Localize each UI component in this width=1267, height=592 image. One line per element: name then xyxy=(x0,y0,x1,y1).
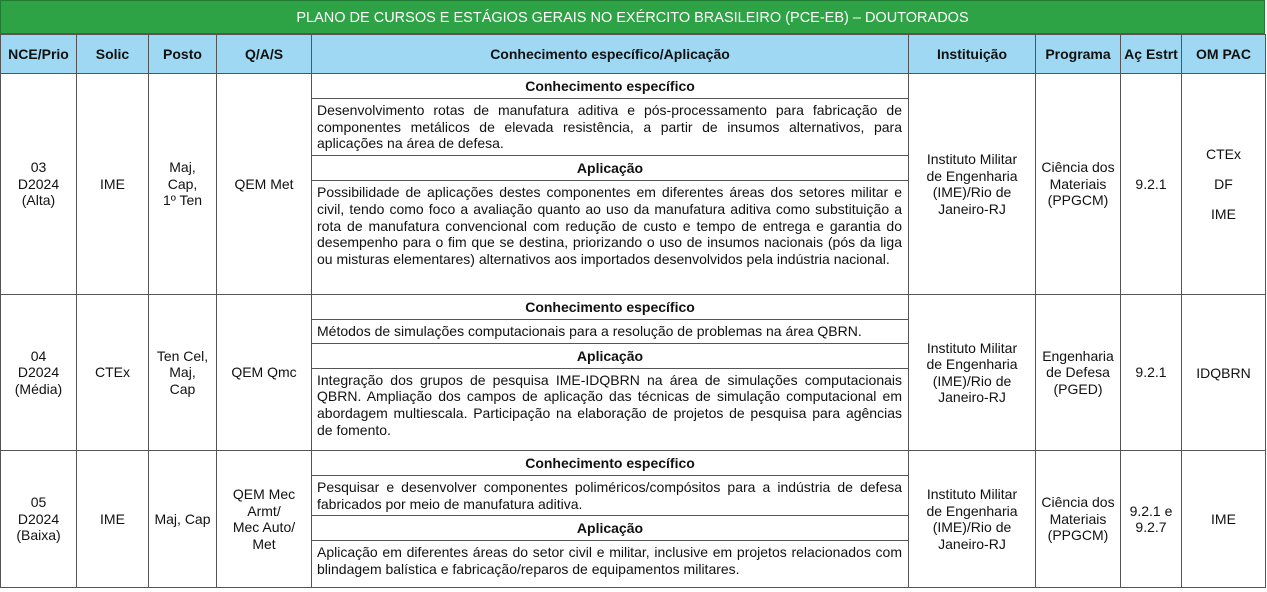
om-pac-item: IDQBRN xyxy=(1196,364,1251,381)
instituicao-line: Janeiro-RJ xyxy=(938,200,1006,217)
nce-prio-cell xyxy=(1,451,77,588)
instituicao-line: Instituto Militar xyxy=(926,339,1018,356)
aplicacao-text: Aplicação em diferentes áreas do setor civil e militar, inclusive em projetos relacionados com blindagem balística e fabricação/reparos de equipamentos militares. xyxy=(317,544,902,578)
header-solic: Solic xyxy=(77,35,149,74)
posto-line: Maj, xyxy=(169,364,196,381)
nce-prio-line: D2024 xyxy=(17,364,60,381)
qas-line: QEM Mec xyxy=(232,486,296,502)
qas-cell xyxy=(217,74,312,295)
header-instituicao: Instituição xyxy=(909,35,1036,74)
posto-line: Ten Cel, xyxy=(156,347,209,364)
om-pac-cell xyxy=(1182,295,1266,451)
header-programa: Programa xyxy=(1036,35,1121,74)
qas-line: QEM Met xyxy=(234,175,294,192)
ac-estrt-line: 9.2.1 xyxy=(1135,175,1167,192)
programa-line: (PGED) xyxy=(1053,380,1103,397)
instituicao-cell xyxy=(909,74,1036,295)
programa-line: Ciência dos xyxy=(1041,159,1115,176)
posto-line: Maj, Cap xyxy=(154,510,211,527)
conhecimento-aplicacao-cell xyxy=(312,74,909,295)
nce-prio-line: D2024 xyxy=(17,175,60,192)
nce-prio-cell xyxy=(1,295,77,451)
nce-prio-line: (Alta) xyxy=(21,192,56,209)
table-row xyxy=(1,295,1266,451)
instituicao-line: (IME)/Rio de xyxy=(932,372,1012,389)
nce-prio-cell xyxy=(1,74,77,295)
programa-cell xyxy=(1036,295,1121,451)
conhecimento-text: Desenvolvimento rotas de manufatura aditiva e pós-processamento para fabricação de componentes metálicos de elevada resistência, a partir de insumos alternativos, para aplicações na área de defesa. xyxy=(312,99,908,156)
qas-cell xyxy=(217,295,312,451)
om-pac-item: IME xyxy=(1211,206,1236,222)
header-ac-estrt: Aç Estrt xyxy=(1121,35,1182,74)
ac-estrt-cell xyxy=(1121,295,1182,451)
conhecimento-aplicacao-cell xyxy=(312,295,909,451)
programa-line: Materiais xyxy=(1049,510,1107,527)
programa-cell xyxy=(1036,74,1121,295)
qas-cell xyxy=(217,451,312,588)
document-title: PLANO DE CURSOS E ESTÁGIOS GERAIS NO EXÉRCITO BRASILEIRO (PCE-EB) – DOUTORADOS xyxy=(0,0,1265,34)
nce-prio-line: 05 xyxy=(30,494,47,511)
aplicacao-heading: Aplicação xyxy=(312,156,908,181)
programa-cell xyxy=(1036,451,1121,588)
aplicacao-text: Possibilidade de aplicações destes componentes em diferentes áreas dos setores militar e civil, tendo como foco a avaliação quanto ao uso da manufatura aditiva como substituição a rota de manufatura convencional com redução de custo e tempo de entrega e garantia do desempenho para o fim que se destina, priorizando o uso de insumos nacionais (pós da liga ou misturas elementares) alternativos aos importados desenvolvidos pela indústria nacional. xyxy=(317,184,902,267)
conhecimento-heading: Conhecimento específico xyxy=(312,74,908,99)
om-pac-item: CTEx xyxy=(1206,146,1241,162)
qas-line: Armt/ xyxy=(247,502,281,519)
qas-line: Met xyxy=(252,535,276,552)
ac-estrt-line: 9.2.1 xyxy=(1135,364,1167,381)
nce-prio-line: D2024 xyxy=(17,510,60,527)
header-nce: NCE/Prio xyxy=(1,35,77,74)
aplicacao-heading: Aplicação xyxy=(312,516,908,541)
aplicacao-heading: Aplicação xyxy=(312,344,908,369)
programa-line: Ciência dos xyxy=(1041,494,1115,511)
solic-cell: CTEx xyxy=(77,295,149,451)
posto-cell xyxy=(149,74,217,295)
instituicao-line: de Engenharia xyxy=(926,167,1018,184)
header-qas: Q/A/S xyxy=(217,35,312,74)
posto-line: 1º Ten xyxy=(162,192,203,209)
om-pac-cell xyxy=(1182,74,1266,295)
posto-cell xyxy=(149,295,217,451)
solic-cell: IME xyxy=(77,74,149,295)
posto-cell xyxy=(149,451,217,588)
conhecimento-heading: Conhecimento específico xyxy=(312,295,908,320)
programa-line: Materiais xyxy=(1049,175,1107,192)
instituicao-line: Instituto Militar xyxy=(926,151,1018,167)
nce-prio-line: 03 xyxy=(30,159,47,176)
programa-line: (PPGCM) xyxy=(1047,192,1109,209)
header-posto: Posto xyxy=(149,35,217,74)
instituicao-line: de Engenharia xyxy=(926,356,1018,372)
nce-prio-line: 04 xyxy=(30,347,47,364)
conhecimento-text: Métodos de simulações computacionais para a resolução de problemas na área QBRN. xyxy=(312,320,908,344)
nce-prio-line: (Baixa) xyxy=(16,527,61,544)
om-pac-item: DF xyxy=(1214,176,1233,192)
instituicao-line: de Engenharia xyxy=(926,502,1018,519)
courses-table xyxy=(0,34,1266,588)
ac-estrt-line: 9.2.7 xyxy=(1135,519,1167,535)
qas-line: Mec Auto/ xyxy=(232,519,296,535)
header-row xyxy=(1,35,1266,74)
instituicao-line: (IME)/Rio de xyxy=(932,519,1012,535)
om-pac-item: IME xyxy=(1211,511,1236,527)
qas-line: QEM Qmc xyxy=(231,364,297,381)
instituicao-line: Instituto Militar xyxy=(926,486,1018,502)
instituicao-cell xyxy=(909,295,1036,451)
conhecimento-aplicacao-cell xyxy=(312,451,909,588)
programa-line: de Defesa xyxy=(1046,364,1110,381)
ac-estrt-line: 9.2.1 e xyxy=(1129,502,1173,519)
table-row xyxy=(1,74,1266,295)
programa-line: (PPGCM) xyxy=(1047,527,1109,544)
instituicao-cell xyxy=(909,451,1036,588)
om-pac-cell xyxy=(1182,451,1266,588)
posto-line: Maj, xyxy=(169,159,196,176)
header-conhecimento: Conhecimento específico/Aplicação xyxy=(312,35,909,74)
conhecimento-heading: Conhecimento específico xyxy=(312,451,908,476)
aplicacao-text: Integração dos grupos de pesquisa IME-IDQBRN na área de simulações computacionais QBRN. Ampliação dos campos de aplicação das técnicas de simulação computacional em abordagem multiescala. Participação na elaboração de projetos de pesquisa para agências de fomento. xyxy=(317,371,902,438)
nce-prio-line: (Média) xyxy=(14,380,63,397)
ac-estrt-cell xyxy=(1121,451,1182,588)
instituicao-line: Janeiro-RJ xyxy=(938,535,1006,552)
instituicao-line: (IME)/Rio de xyxy=(932,184,1012,200)
posto-line: Cap xyxy=(169,380,196,397)
instituicao-line: Janeiro-RJ xyxy=(938,389,1006,405)
solic-cell: IME xyxy=(77,451,149,588)
posto-line: Cap, xyxy=(167,175,198,192)
ac-estrt-cell xyxy=(1121,74,1182,295)
table-row xyxy=(1,451,1266,588)
programa-line: Engenharia xyxy=(1042,347,1114,364)
header-om-pac: OM PAC xyxy=(1182,35,1266,74)
conhecimento-text: Pesquisar e desenvolver componentes poliméricos/compósitos para a indústria de defesa fabricados por meio de manufatura aditiva. xyxy=(312,476,908,516)
